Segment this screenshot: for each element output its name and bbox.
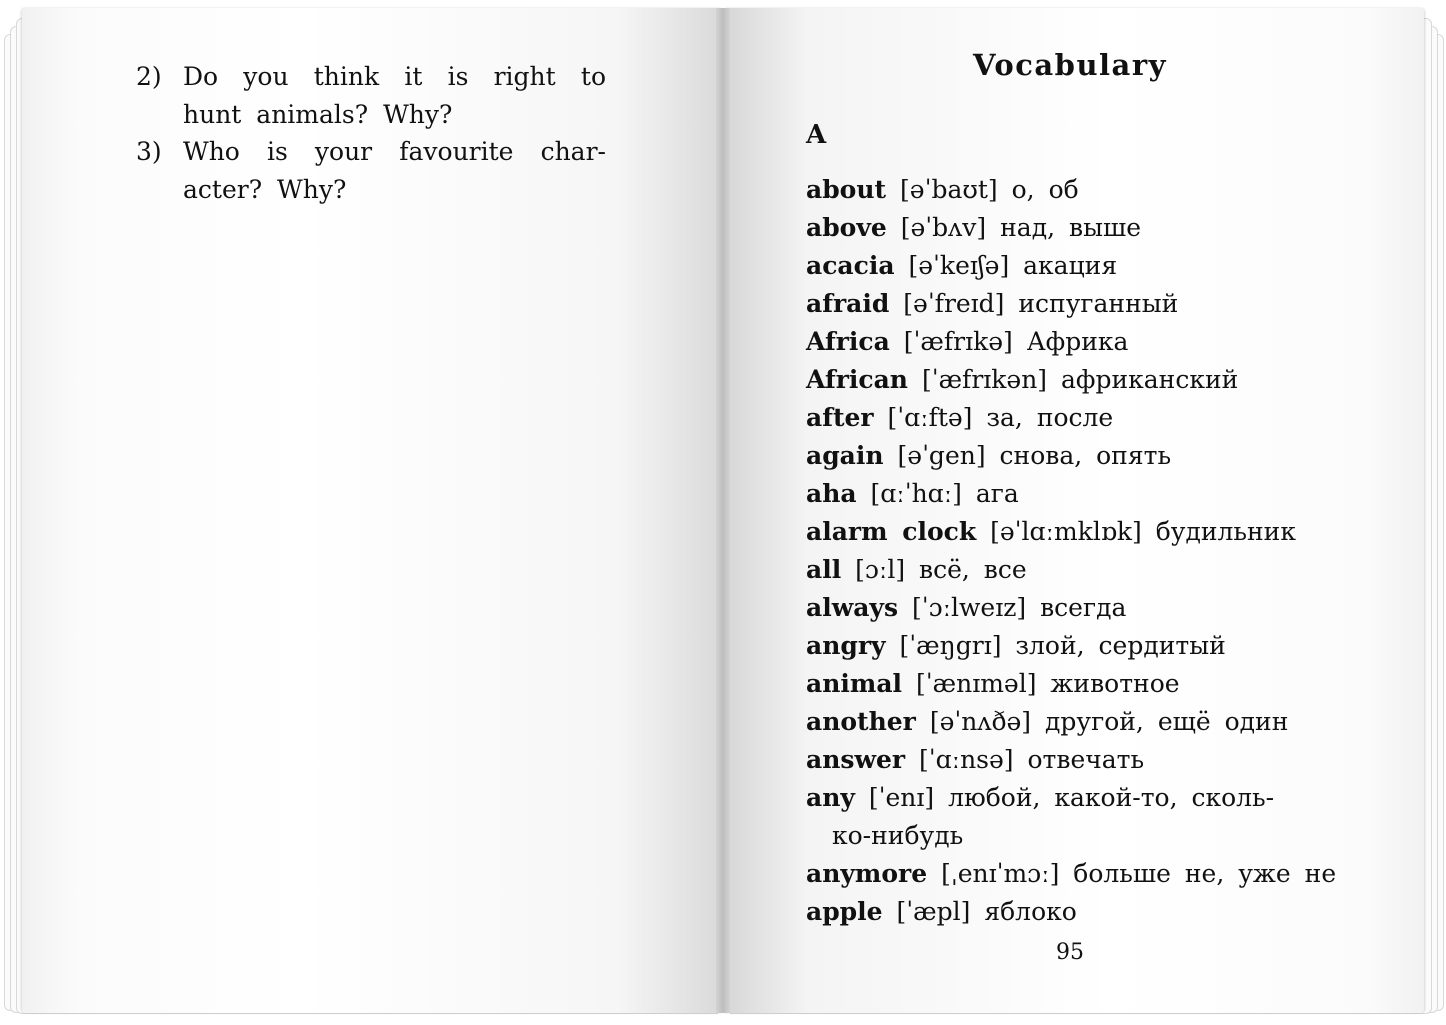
entry-transcription: [ɑːˈhɑː] [870,479,962,508]
entry-transcription: [əˈbaʊt] [900,175,998,204]
question-text: Do you think it is right to hunt animals? Why? [183,62,606,129]
entry-word: again [806,441,884,470]
entry-transcription: [əˈnʌðə] [929,707,1032,736]
entry-translation: яблоко [984,897,1077,926]
entry-transcription: [əˈfreɪd] [903,289,1005,318]
entry-transcription: [ˈɑːftə] [887,403,973,432]
vocabulary-entry [806,475,1334,513]
page-title: Vocabulary [973,48,1167,82]
entry-translation: о, об [1011,175,1079,204]
entry-transcription: [ˈæŋgrɪ] [899,631,1002,660]
book-spine-gutter [716,8,730,1013]
vocabulary-entry [806,627,1334,665]
entry-translation: отвечать [1027,745,1145,774]
entry-transcription: [ˈɑːnsə] [919,745,1014,774]
vocabulary-entry [806,323,1334,361]
entry-translation: африканский [1061,365,1239,394]
entry-translation: ага [975,479,1019,508]
entry-word: acacia [806,251,895,280]
entry-transcription: [ˈænɪməl] [915,669,1037,698]
entry-translation: злой, сердитый [1015,631,1226,660]
vocabulary-entry [806,285,1334,323]
entry-transcription: [ˈenɪ] [868,783,935,812]
question-number: 3) [136,137,162,166]
entry-transcription: [ɔːl] [855,555,906,584]
entry-word: afraid [806,289,890,318]
entry-translation: больше не, уже не [1073,859,1337,888]
entry-word: after [806,403,874,432]
entry-word: animal [806,669,903,698]
entry-transcription: [əˈbʌv] [900,213,987,242]
entry-transcription: [əˈgen] [897,441,986,470]
entry-word: anymore [806,859,928,888]
entry-word: any [806,783,855,812]
entry-word: alarm clock [806,517,977,546]
vocabulary-entry [806,741,1334,779]
entry-translation-continuation: ко-нибудь [832,821,964,850]
entry-word: angry [806,631,886,660]
entry-translation: над, выше [1000,213,1142,242]
entry-translation: другой, ещё один [1045,707,1289,736]
vocabulary-entry [806,513,1334,551]
vocabulary-entry [806,551,1334,589]
entry-translation: снова, опять [999,441,1172,470]
entry-transcription: [ˈæpl] [896,897,971,926]
entry-translation: Африка [1026,327,1129,356]
entry-word: Africa [806,327,890,356]
vocabulary-entry [806,703,1334,741]
entry-transcription: [əˈkeɪʃə] [908,251,1010,280]
vocabulary-entry [806,171,1334,209]
entry-word: aha [806,479,857,508]
entry-transcription: [ˈæfrɪkə] [903,327,1013,356]
vocabulary-entry [806,209,1334,247]
entry-word: answer [806,745,906,774]
vocabulary-entry [806,893,1334,931]
entry-word: all [806,555,842,584]
vocabulary-entry [806,855,1337,893]
entry-translation: животное [1050,669,1180,698]
question-item [136,133,606,208]
entry-translation: испуганный [1018,289,1179,318]
vocabulary-entry [806,779,1334,817]
question-number: 2) [136,62,162,91]
vocabulary-entry [806,247,1334,285]
vocabulary-entry [806,399,1334,437]
entry-translation: будильник [1155,517,1296,546]
entry-word: apple [806,897,883,926]
entry-word: always [806,593,899,622]
entry-translation: акация [1023,251,1118,280]
entry-translation: всегда [1040,593,1127,622]
page-number: 95 [1056,940,1084,965]
entry-transcription: [ˈɔːlweɪz] [911,593,1027,622]
vocabulary-entry [806,589,1334,627]
vocabulary-entry [806,665,1334,703]
entry-transcription: [ˈæfrɪkən] [921,365,1048,394]
entry-translation: всё, все [919,555,1027,584]
section-letter: A [806,120,827,150]
entry-word: another [806,707,916,736]
question-text: Who is your favourite character? Why? [183,137,606,204]
entry-word: African [806,365,908,394]
question-item [136,58,606,133]
entry-translation: любой, какой-то, сколь- [948,783,1275,812]
vocabulary-entry [806,437,1334,475]
entry-word: about [806,175,887,204]
entry-transcription: [əˈlɑːmklɒk] [990,517,1142,546]
vocabulary-list [806,171,1337,931]
entry-translation: за, после [986,403,1114,432]
entry-transcription: [ˌenɪˈmɔː] [941,859,1060,888]
vocabulary-entry [806,361,1334,399]
entry-word: above [806,213,887,242]
question-list [136,58,606,208]
